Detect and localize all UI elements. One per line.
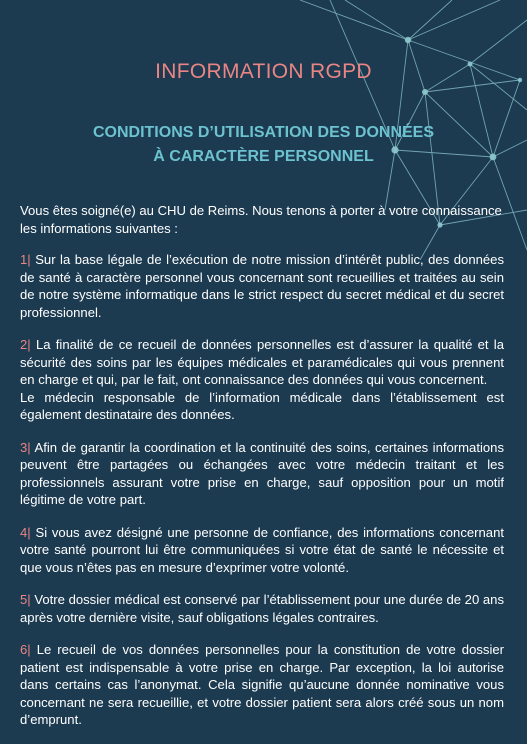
- subtitle-line-1: CONDITIONS D’UTILISATION DES DONNÉES: [92, 124, 435, 141]
- page-subtitle: [0, 121, 527, 169]
- section-5: [20, 591, 504, 626]
- section-number: 2|: [20, 337, 31, 352]
- section-text: Si vous avez désigné une personne de confiance, des informations concernant votre santé pourront lui être communiquées si votre état de santé le nécessite et que vous n’êtes pas en mesure d’exprimer votre volonté.: [20, 524, 504, 575]
- section-text: Le recueil de vos données personnelles pour la constitution de votre dossier patient est indispensable à votre prise en charge. Par exception, la loi autorise dans certains cas l’anonymat. Cela signifie qu’aucune donnée nominative vous concernant ne sera recueillie, et votre dossier patient sera alors créé sous un nom d’emprunt.: [20, 642, 504, 727]
- section-1: [20, 251, 504, 321]
- section-3: [20, 439, 504, 509]
- section-text: Votre dossier médical est conservé par l’établissement pour une durée de 20 ans après votre dernière visite, sauf obligations légales contraires.: [20, 592, 504, 625]
- page-title: INFORMATION RGPD: [155, 60, 372, 83]
- section-number: 5|: [20, 592, 31, 607]
- section-text: Sur la base légale de l’exécution de notre mission d’intérêt public, des données de santé à caractère personnel vous concernant sont recueillies et traitées au sein de notre système informatique dans le strict respect du secret médical et du secret professionnel.: [20, 252, 504, 320]
- section-number: 3|: [20, 439, 31, 455]
- section-text: La finalité de ce recueil de données personnelles est d’assurer la qualité et la sécurité des soins par les équipes médicales et paramédicales qui vous prennent en charge et qui, par le fait, ont connaissance des données qui vous concernent.: [20, 337, 504, 387]
- subtitle-line-2: À CARACTÈRE PERSONNEL: [153, 148, 374, 165]
- section-extra-text: Le médecin responsable de l’information médicale dans l’établissement est également destinataire des données.: [20, 389, 504, 422]
- section-number: 6|: [20, 642, 31, 657]
- section-text: Afin de garantir la coordination et la continuité des soins, certaines informations peuvent être partagées ou échangées avec votre médecin traitant et les professionnels assurant votre prise en charge, sauf opposition pour un motif légitime de votre part.: [20, 439, 504, 507]
- section-6: [20, 641, 504, 729]
- document-body: [20, 202, 504, 744]
- section-4: [20, 524, 504, 577]
- intro-text: Vous êtes soigné(e) au CHU de Reims. Nous tenons à porter à votre connaissance les informations suivantes :: [20, 203, 502, 236]
- section-number: 1|: [20, 252, 31, 267]
- section-number: 4|: [20, 524, 31, 540]
- section-2: [20, 336, 504, 424]
